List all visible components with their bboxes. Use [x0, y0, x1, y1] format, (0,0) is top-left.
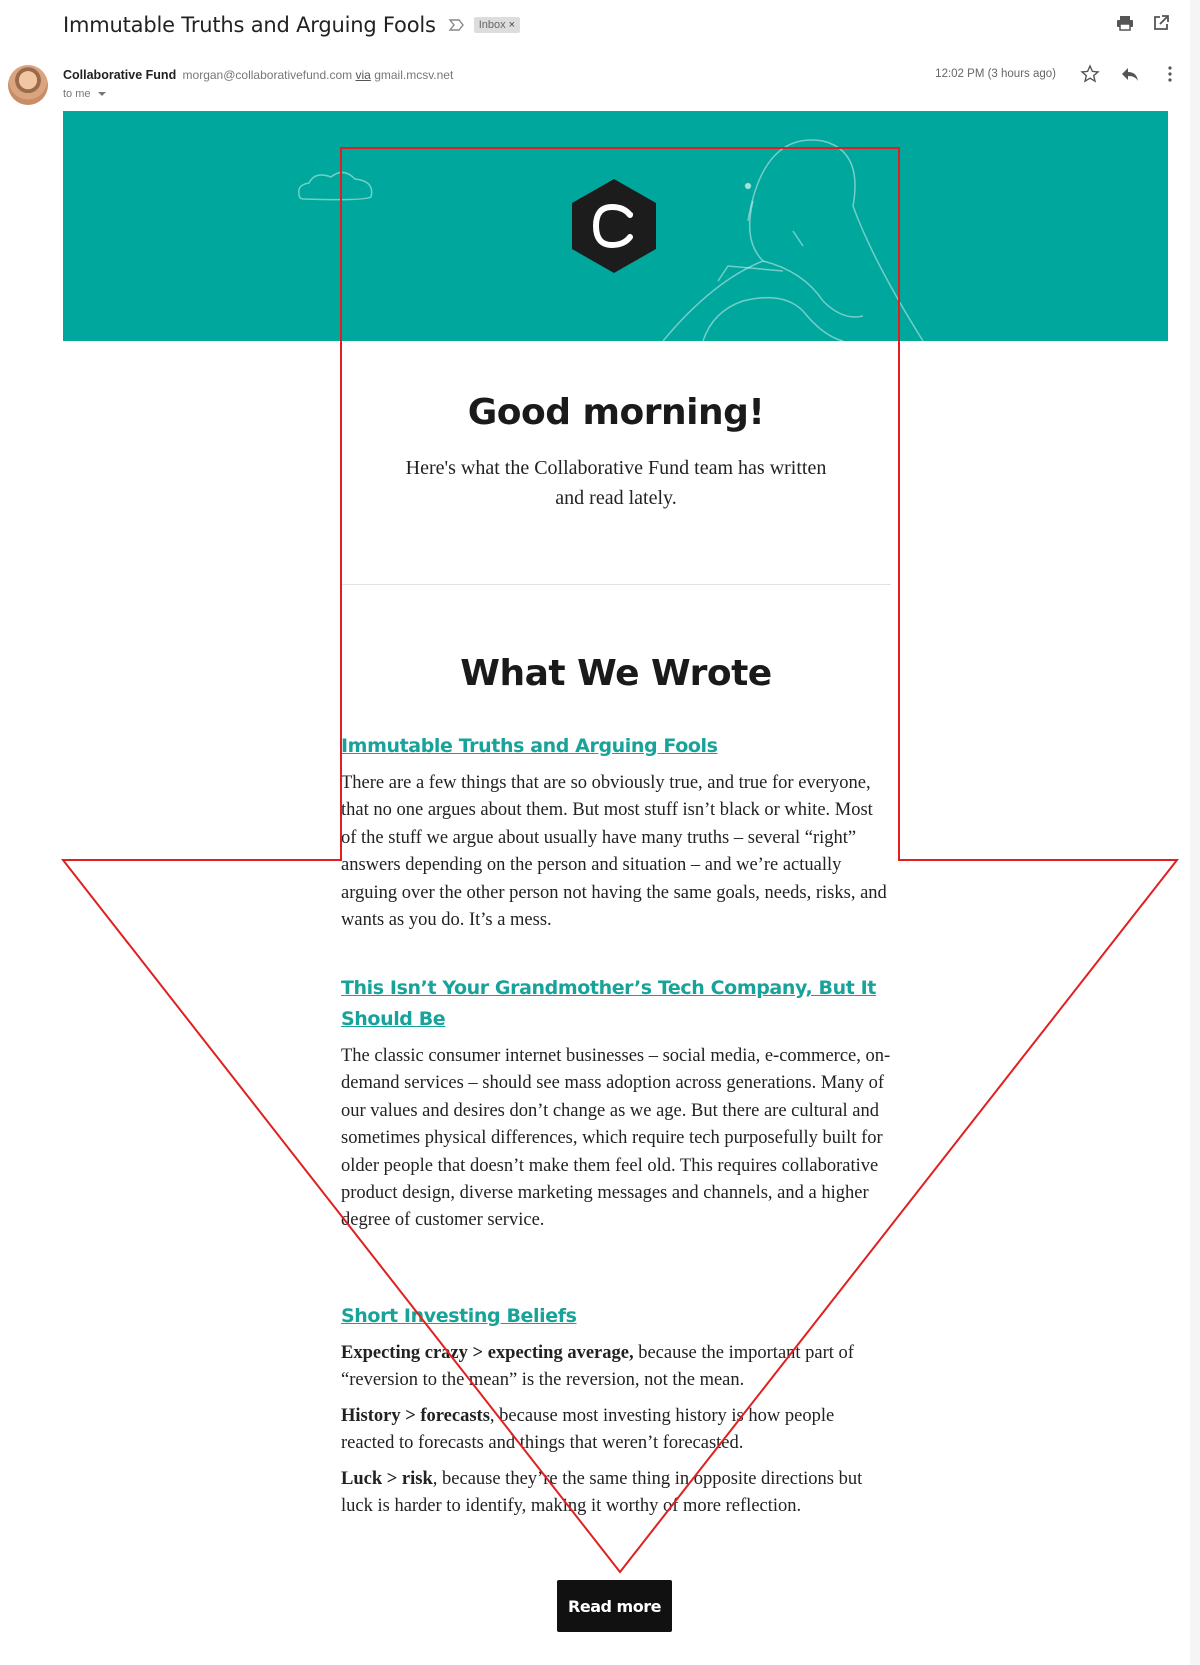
sender-avatar[interactable]: [8, 65, 48, 105]
star-icon[interactable]: [1080, 64, 1100, 84]
belief-item: [341, 1340, 891, 1395]
remove-label-icon[interactable]: ×: [508, 19, 516, 31]
greeting-heading: Good morning!: [467, 392, 765, 433]
article-title-link[interactable]: Immutable Truths and Arguing Fools: [341, 735, 718, 757]
belief-text: , because they’re the same thing in opposite directions but luck is harder to identify, making it worthy of more reflection.: [341, 1468, 863, 1517]
article-summary: There are a few things that are so obviously true, and true for everyone, that no one argues about them. But most stuff isn’t black or white. Most of the stuff we argue about usually have many truths – several “right” answers depending on the person and situation – and we’re actually arguing over the other person not having the same goals, needs, risks, and wants as you do. It’s a mess.: [341, 773, 887, 931]
section-title: What We Wrote: [460, 653, 772, 694]
newsletter-banner: [63, 111, 1168, 341]
via-domain: gmail.mcsv.net: [374, 68, 454, 82]
open-in-new-window-icon[interactable]: [1152, 14, 1170, 32]
reply-icon[interactable]: [1120, 64, 1140, 84]
belief-bold: Luck > risk: [341, 1468, 433, 1489]
inbox-label-text: Inbox: [478, 19, 506, 31]
article-item: [341, 731, 891, 934]
intro-text: Here's what the Collaborative Fund team has written and read lately.: [405, 457, 827, 509]
belief-item: [341, 1466, 891, 1521]
scrollbar[interactable]: [1190, 0, 1200, 1665]
sender-line: [63, 68, 453, 82]
belief-bold: History > forecasts: [341, 1405, 490, 1426]
print-icon[interactable]: [1116, 14, 1134, 32]
more-vertical-icon[interactable]: [1160, 64, 1180, 84]
belief-text: because the important part of “reversion to the mean” is the reversion, not the mean.: [341, 1343, 854, 1391]
top-actions: [1116, 14, 1170, 32]
subject-row: [63, 10, 520, 40]
sender-email: morgan@collaborativefund.com: [182, 68, 353, 82]
collaborative-fund-logo: [570, 177, 658, 275]
chevron-down-icon[interactable]: [98, 92, 106, 96]
belief-bold: Expecting crazy > expecting average,: [341, 1343, 634, 1363]
via-link[interactable]: via: [355, 68, 371, 82]
timestamp: 12:02 PM (3 hours ago): [935, 68, 1056, 80]
message-actions: [935, 64, 1180, 84]
recipient-line[interactable]: [63, 88, 106, 100]
email-subject: Immutable Truths and Arguing Fools: [63, 13, 436, 37]
article-title-link[interactable]: This Isn’t Your Grandmother’s Tech Company, But It Should Be: [341, 977, 876, 1030]
recipient-text: to me: [63, 88, 91, 100]
read-more-button[interactable]: Read more: [557, 1580, 672, 1632]
belief-text: , because most investing history is how people reacted to forecasts and things that weren’t forecasted.: [341, 1405, 835, 1454]
article-title-link[interactable]: Short Investing Beliefs: [341, 1305, 577, 1327]
belief-item: [341, 1403, 891, 1458]
article-item: [341, 1301, 891, 1520]
sender-name[interactable]: Collaborative Fund: [63, 68, 177, 82]
inbox-label-chip[interactable]: [474, 17, 520, 33]
importance-marker-icon[interactable]: [448, 17, 466, 33]
section-divider: [341, 584, 891, 585]
article-summary: The classic consumer internet businesses – social media, e-commerce, on-demand services – should see mass adoption across generations. Many of our values and desires don’t change as we age. But there are cultural and sometimes physical differences, which require tech purposefully built for older people that doesn’t make them feel old. This requires collaborative product design, diverse marketing messages and channels, and a higher degree of customer service.: [341, 1046, 891, 1231]
article-item: [341, 973, 891, 1235]
